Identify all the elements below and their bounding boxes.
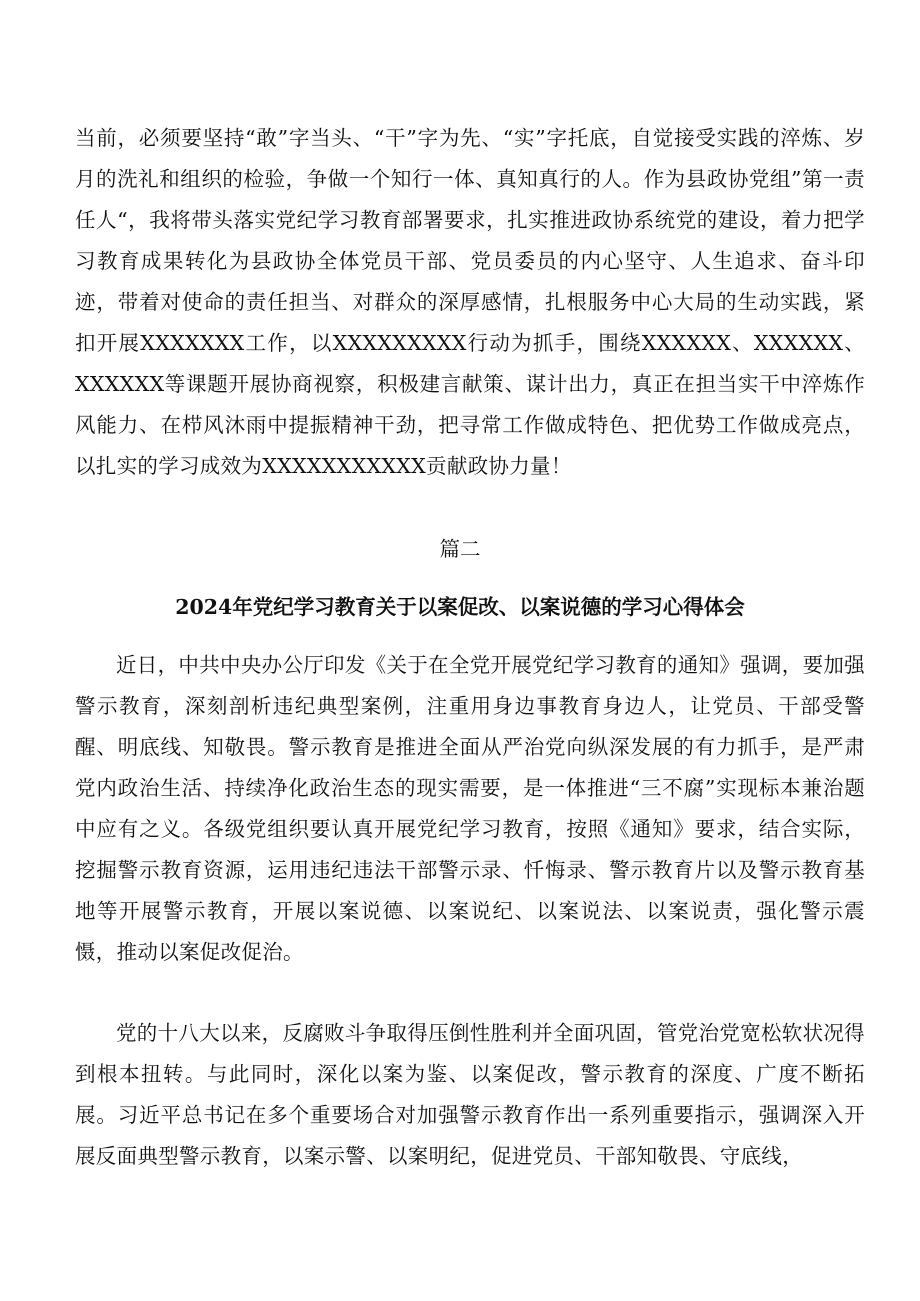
body-paragraph-3: 党的十八大以来，反腐败斗争取得压倒性胜利并全面巩固，管党治党宽松软状况得到根本扭转。与此同时，深化以案为鉴、以案促改，警示教育的深度、广度不断拓展。习近平总书记在多个重要场合对加强警示教育作出一系列重要指示，强调深入开展反面典型警示教育，以案示警、以案明纪，促进党员、干部知敬畏、守底线， [75, 1021, 865, 1168]
body-paragraph-1: 当前，必须要坚持“敢”字当头、“干”字为先、“实”字托底，自觉接受实践的淬炼、岁月的洗礼和组织的检验，争做一个知行一体、真知真行的人。作为县政协党组”第一责任人“，我将带头落实党纪学习教育部署要求，扎实推进政协系统党的建设，着力把学习教育成果转化为县政协全体党员干部、党员委员的内心坚守、人生追求、奋斗印迹，带着对使命的责任担当、对群众的深厚感情，扎根服务中心大局的生动实践，紧扣开展XXXXXXX工作，以XXXXXXXXX行动为抓手，围绕XXXXXX、XXXXXX、XXXXXX等课题开展协商视察，积极建言献策、谋计出力，真正在担当实干中淬炼作风能力、在栉风沐雨中提振精神干劲，把寻常工作做成特色、把优势工作做成亮点，以扎实的学习成效为XXXXXXXXXXX贡献政协力量！ [75, 126, 865, 478]
document-title: 2024年党纪学习教育关于以案促改、以案说德的学习心得体会 [175, 595, 745, 619]
body-paragraph-2: 近日，中共中央办公厅印发《关于在全党开展党纪学习教育的通知》强调，要加强警示教育，深刻剖析违纪典型案例，注重用身边事教育身边人，让党员、干部受警醒、明底线、知敬畏。警示教育是推进全面从严治党向纵深发展的有力抓手，是严肃党内政治生活、持续净化政治生态的现实需要，是一体推进“三不腐”实现标本兼治题中应有之义。各级党组织要认真开展党纪学习教育，按照《通知》要求，结合实际，挖掘警示教育资源，运用违纪违法干部警示录、忏悔录、警示教育片以及警示教育基地等开展警示教育，开展以案说德、以案说纪、以案说法、以案说责，强化警示震慑，推动以案促改促治。 [75, 653, 865, 964]
section-label: 篇二 [439, 537, 481, 561]
